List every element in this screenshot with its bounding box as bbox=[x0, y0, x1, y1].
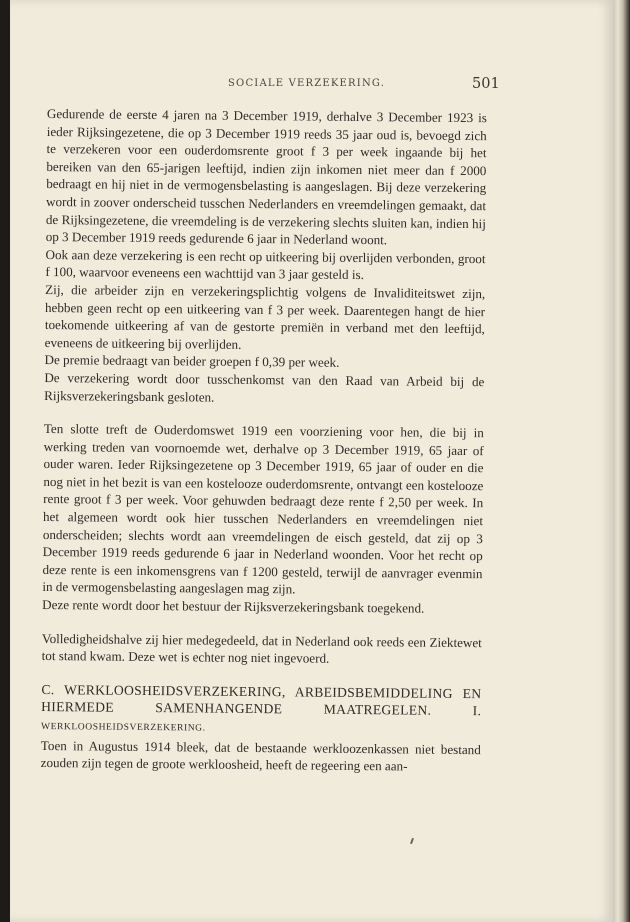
section-subheading: WERKLOOSHEIDSVERZEKERING. bbox=[40, 721, 206, 734]
paragraph-unemployment: Toen in Augustus 1914 bleek, dat de bestaande werkloozenkassen niet bestand zouden zijn tegen de groote werkloosheid, heeft de regeering een aan- bbox=[40, 737, 481, 774]
paragraph-voluntary-insurance: Gedurende de eerste 4 jaren na 3 December 1919, derhalve 3 December 1923 is ieder Rijksingezetene, die op 3 December 1919 reeds 35 jaar oud is, bevoegd zich te verzekeren voor een ouderdomsrente groot f 3 per week ingaande bij het bereiken van den 65-jarigen leeftijd, indien zijn inkomen niet meer dan f 2000 bedraagt en hij niet in de vermogensbelasting is aangeslagen. Bij deze verzekering wordt in zoover onderscheid tusschen Nederlanders en vreemdelingen gemaakt, dat de Rijksingezetene, die vreemdeling is de verzekering slechts sluiten kan, indien hij op 3 December 1919 reeds gedurende 6 jaar in Nederland woont. bbox=[45, 105, 487, 248]
section-heading-text: C. WERKLOOSHEIDSVERZEKERING, ARBEIDSBEMIDDELING EN HIERMEDE SAMENHANGENDE MAATREGELEN. I. bbox=[41, 681, 482, 719]
running-title: SOCIALE VERZEKERING. bbox=[228, 78, 386, 89]
binding-shadow bbox=[0, 0, 10, 922]
paragraph-old-age-act: Ten slotte treft de Ouderdomswet 1919 een voorziening voor hen, die bij in werking treden van voornoemde wet, derhalve op 3 December 1919, 65 jaar of ouder waren. Ieder Rijksingezetene op 3 December 1919, 65 jaar of ouder en die nog niet in het bezit is van een kostelooze ouderdomsrente, ontvangt een kostelooze rente groot f 3 per week. Voor gehuwden bedraagt deze rente f 2,50 per week. In het algemeen wordt ook hier tusschen Nederlanders en vreemdelingen niet onderscheiden; slechts wordt aan vreemdelingen de eisch gesteld, dat zij op 3 December 1919 reeds gedurende 6 jaar in Nederland woonden. Voor het recht op deze rente is een inkomensgrens van f 1200 gesteld, terwijl de aanvrager evenmin in de vermogensbelasting aangeslagen mag zijn. bbox=[42, 421, 484, 597]
paragraph-premium: De premie bedraagt van beider groepen f 0,39 per week. bbox=[44, 352, 340, 371]
paragraph-council: De verzekering wordt door tusschenkomst van den Raad van Arbeid bij de Rijksverzekeringsbank gesloten. bbox=[44, 369, 485, 405]
paragraph-bank: Deze rente wordt door het bestuur der Rijksverzekeringsbank toegekend. bbox=[42, 597, 425, 616]
page-edge bbox=[613, 0, 630, 922]
section-heading bbox=[41, 681, 482, 741]
page-body bbox=[41, 105, 487, 776]
paragraph-sickness-act: Volledigheidshalve zij hier medegedeeld, dat in Nederland ook reeds een Ziektewet tot stand kwam. Deze wet is echter nog niet ingevoerd. bbox=[41, 630, 482, 666]
paragraph-death-benefit: Ook aan deze verzekering is een recht op uitkeering bij overlijden verbonden, groot f 100, waarvoor eveneens een wachttijd van 3 jaar gesteld is. bbox=[45, 246, 486, 283]
page-number: 501 bbox=[472, 76, 500, 92]
paragraph-workers: Zij, die arbeider zijn en verzekeringsplichtig volgens de Invaliditeitswet zijn, hebben geen recht op een uitkeering van f 3 per week. Daarentegen hangt de hier toekomende uitkeering af van de gestorte premiën in verband met den leeftijd, eveneens de uitkeering bij overlijden. bbox=[44, 281, 486, 352]
